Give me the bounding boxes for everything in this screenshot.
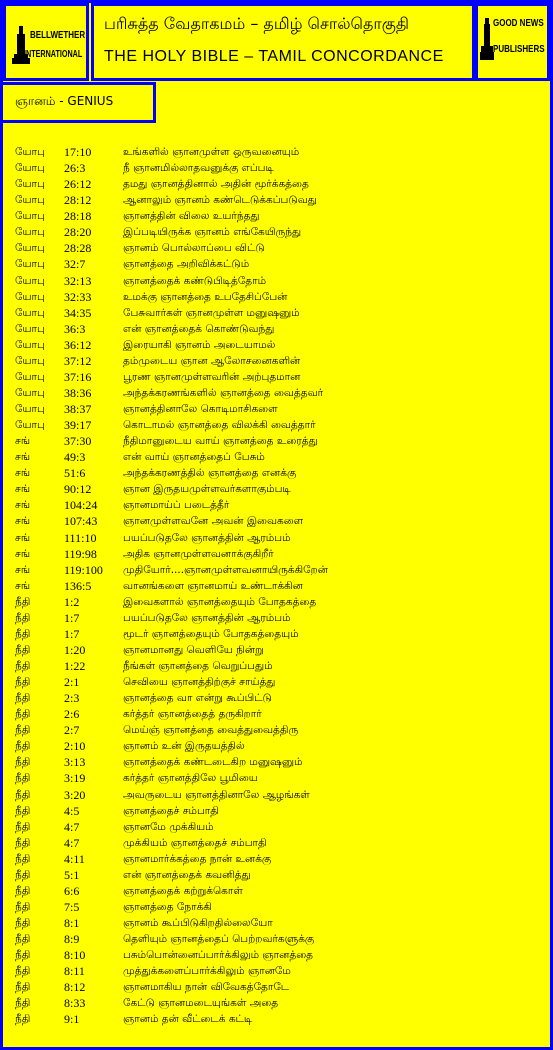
verse-text: பூரண ஞானமுள்ளவரின் அற்புதமான bbox=[123, 370, 301, 383]
logo-text-line1: BELLWETHER bbox=[30, 30, 86, 41]
concordance-entry bbox=[15, 915, 545, 931]
verse-text: ஞானம் தன் வீட்டைக் கட்டி bbox=[123, 1013, 253, 1026]
concordance-entry bbox=[15, 947, 545, 963]
verse-reference: 32:7 bbox=[64, 257, 86, 272]
verse-reference: 136:5 bbox=[64, 578, 92, 593]
book-name: யோபு bbox=[15, 274, 45, 287]
verse-text: முக்கியம் ஞானத்தைச் சம்பாதி bbox=[123, 836, 267, 849]
book-name: யோபு bbox=[15, 338, 45, 351]
verse-reference: 90:12 bbox=[64, 482, 92, 497]
book-name: யோபு bbox=[15, 403, 45, 415]
book-name: சங் bbox=[15, 435, 31, 448]
concordance-entry bbox=[15, 883, 545, 899]
verse-reference: 28:18 bbox=[64, 209, 92, 224]
book-name: நீதி bbox=[15, 627, 31, 640]
verse-reference: 8:9 bbox=[64, 932, 80, 947]
book-name: சங் bbox=[15, 547, 31, 560]
verse-reference: 2:3 bbox=[64, 691, 80, 706]
verse-text: ஞானத்தைக் கண்டடைகிற மனுஷனும் bbox=[123, 756, 303, 769]
verse-reference: 119:98 bbox=[64, 546, 97, 561]
verse-reference: 1:20 bbox=[64, 642, 86, 657]
concordance-entry bbox=[15, 337, 545, 353]
concordance-entry bbox=[15, 433, 545, 449]
verse-reference: 2:6 bbox=[64, 707, 80, 722]
verse-reference: 28:28 bbox=[64, 241, 92, 256]
concordance-entry bbox=[15, 385, 545, 401]
verse-text: ஞானத்தினாலே கொடிமாசிகளை bbox=[123, 403, 278, 415]
verse-reference: 26:3 bbox=[64, 161, 86, 176]
good-news-logo bbox=[475, 3, 550, 81]
concordance-entry bbox=[15, 481, 545, 497]
concordance-entry bbox=[15, 819, 545, 835]
verse-text: ஞானத்தைக் கற்றுக்கொள் bbox=[123, 884, 243, 897]
logo-text-line2: PUBLISHERS bbox=[493, 44, 545, 55]
concordance-entry bbox=[15, 160, 545, 176]
book-name: யோபு bbox=[15, 162, 45, 175]
verse-text: ஞானத்தின் விலை உயர்ந்தது bbox=[123, 210, 260, 223]
verse-text: நீங்கள் ஞானத்தை வெறுப்பதும் bbox=[123, 660, 273, 672]
verse-text: ஞானத்தை வா என்று கூப்பிட்டு bbox=[123, 692, 272, 705]
concordance-entry bbox=[15, 867, 545, 883]
verse-text: அதிக ஞானமுள்ளவனாக்குகிறீர் bbox=[123, 547, 274, 560]
book-name: சங் bbox=[15, 483, 31, 496]
verse-text: ஆனாலும் ஞானம் கண்டெடுக்கப்படுவது bbox=[123, 194, 317, 207]
verse-text: பேசுவார்கள் ஞானமுள்ள மனுஷனும் bbox=[123, 306, 300, 319]
book-name: யோபு bbox=[15, 354, 45, 367]
verse-reference: 7:5 bbox=[64, 899, 80, 914]
concordance-entry bbox=[15, 449, 545, 465]
verse-reference: 4:5 bbox=[64, 803, 80, 818]
book-name: சங் bbox=[15, 579, 31, 592]
concordance-entry bbox=[15, 594, 545, 610]
verse-reference: 5:1 bbox=[64, 867, 80, 882]
verse-reference: 119:100 bbox=[64, 562, 103, 577]
verse-reference: 1:22 bbox=[64, 659, 86, 673]
book-name: யோபு bbox=[15, 370, 45, 383]
book-name: யோபு bbox=[15, 242, 45, 255]
concordance-entry bbox=[15, 851, 545, 867]
verse-text: ஞானத்தை நோக்கி bbox=[123, 900, 212, 913]
bellwether-logo bbox=[3, 3, 89, 81]
book-name: சங் bbox=[15, 467, 31, 480]
verse-reference: 107:43 bbox=[64, 514, 98, 529]
verse-reference: 8:33 bbox=[64, 996, 86, 1011]
verse-reference: 39:17 bbox=[64, 418, 92, 433]
verse-text: வானங்களை ஞானமாய் உண்டாக்கின bbox=[123, 579, 303, 592]
concordance-entry bbox=[15, 690, 545, 706]
verse-text: கேட்டு ஞானமடையுங்கள் அதை bbox=[123, 997, 279, 1010]
verse-text: அந்தக்கரணங்களில் ஞானத்தை வைத்தவர் bbox=[123, 386, 324, 399]
verse-reference: 8:10 bbox=[64, 948, 86, 963]
logo-text-line1: GOOD NEWS bbox=[493, 18, 544, 29]
book-name: நீதி bbox=[15, 852, 31, 865]
concordance-entry bbox=[15, 626, 545, 642]
verse-reference: 4:7 bbox=[64, 819, 80, 834]
verse-reference: 2:1 bbox=[64, 675, 80, 690]
book-name: நீதி bbox=[15, 949, 31, 962]
concordance-entry bbox=[15, 176, 545, 192]
verse-text: ஞானத்தைச் சம்பாதி bbox=[123, 804, 219, 817]
book-name: யோபு bbox=[15, 322, 45, 335]
book-name: நீதி bbox=[15, 997, 31, 1010]
verse-text: நீ ஞானமில்லாதவனுக்கு எப்படி bbox=[123, 162, 274, 175]
verse-text: இப்படியிருக்க ஞானம் எங்கேயிருந்து bbox=[123, 226, 302, 239]
logo-text-line2: INTERNATIONAL bbox=[24, 49, 83, 60]
verse-reference: 28:12 bbox=[64, 193, 92, 208]
book-name: நீதி bbox=[15, 772, 31, 785]
book-name: நீதி bbox=[15, 804, 31, 817]
verse-reference: 4:11 bbox=[64, 851, 85, 866]
book-name: யோபு bbox=[15, 146, 45, 158]
book-name: யோபு bbox=[15, 194, 45, 207]
verse-text: முத்துக்களைப்பார்க்கிலும் ஞானமே bbox=[123, 965, 291, 978]
concordance-entry bbox=[15, 224, 545, 240]
verse-text: செவியை ஞானத்திற்குச் சாய்த்து bbox=[123, 676, 276, 689]
book-name: யோபு bbox=[15, 226, 45, 239]
verse-text: தெளியும் ஞானத்தைப் பெற்றவர்களுக்கு bbox=[123, 933, 315, 946]
verse-reference: 8:1 bbox=[64, 916, 80, 930]
book-name: யோபு bbox=[15, 419, 45, 432]
book-name: நீதி bbox=[15, 676, 31, 689]
verse-text: ஞான இருதயமுள்ளவர்களாகும்படி bbox=[123, 483, 291, 496]
book-name: யோபு bbox=[15, 178, 45, 191]
verse-text: ஞானம் உன் இருதயத்தில் bbox=[123, 740, 245, 753]
book-name: யோபு bbox=[15, 306, 45, 319]
concordance-entry bbox=[15, 738, 545, 754]
verse-text: ஞானத்தைக் கண்டுபிடித்தோம் bbox=[123, 274, 267, 287]
book-name: நீதி bbox=[15, 933, 31, 946]
verse-reference: 1:2 bbox=[64, 594, 80, 609]
verse-reference: 37:30 bbox=[64, 434, 92, 449]
book-name: நீதி bbox=[15, 643, 31, 656]
verse-text: உங்களில் ஞானமுள்ள ஒருவனையும் bbox=[123, 146, 300, 158]
book-name: நீதி bbox=[15, 756, 31, 769]
verse-reference: 2:7 bbox=[64, 723, 80, 738]
book-name: நீதி bbox=[15, 740, 31, 753]
concordance-entry bbox=[15, 706, 545, 722]
lamp-icon bbox=[12, 26, 30, 66]
book-name: நீதி bbox=[15, 900, 31, 913]
book-name: நீதி bbox=[15, 836, 31, 849]
verse-reference: 3:13 bbox=[64, 755, 86, 770]
book-name: யோபு bbox=[15, 290, 45, 303]
verse-text: நீதிமானுடைய வாய் ஞானத்தை உரைத்து bbox=[123, 435, 318, 448]
verse-reference: 8:11 bbox=[64, 964, 85, 979]
verse-reference: 37:12 bbox=[64, 353, 92, 368]
verse-text: ஞானமுள்ளவனே அவன் இவைகளை bbox=[123, 515, 304, 528]
verse-text: ஞானம் பொல்லாப்பை விட்டு bbox=[123, 242, 265, 255]
book-name: யோபு bbox=[15, 258, 45, 271]
verse-reference: 38:36 bbox=[64, 385, 92, 400]
verse-reference: 3:20 bbox=[64, 787, 86, 802]
title-box bbox=[91, 3, 475, 81]
page-title-tamil: பரிசுத்த வேதாகமம் – தமிழ் சொல்தொகுதி bbox=[104, 14, 409, 33]
concordance-entry bbox=[15, 546, 545, 562]
book-name: சங் bbox=[15, 451, 31, 464]
page-title-english: THE HOLY BIBLE – TAMIL CONCORDANCE bbox=[104, 48, 444, 65]
concordance-entry bbox=[15, 369, 545, 385]
verse-reference: 38:37 bbox=[64, 402, 92, 416]
concordance-entry bbox=[15, 658, 545, 674]
verse-reference: 36:12 bbox=[64, 337, 92, 352]
concordance-entry bbox=[15, 321, 545, 337]
verse-reference: 36:3 bbox=[64, 321, 86, 336]
topic-box bbox=[3, 82, 156, 123]
concordance-entry bbox=[15, 963, 545, 979]
concordance-entry bbox=[15, 497, 545, 513]
concordance-entry bbox=[15, 273, 545, 289]
concordance-entry bbox=[15, 674, 545, 690]
verse-text: இவைகளால் ஞானத்தையும் போதகத்தை bbox=[123, 595, 317, 608]
verse-text: அந்தக்கரணத்தில் ஞானத்தை எனக்கு bbox=[123, 467, 297, 480]
concordance-entry bbox=[15, 353, 545, 369]
verse-text: ஞானத்தை அறிவிக்கட்டும் bbox=[123, 258, 250, 271]
concordance-entry bbox=[15, 803, 545, 819]
verse-reference: 51:6 bbox=[64, 466, 86, 481]
book-name: யோபு bbox=[15, 386, 45, 399]
concordance-entry bbox=[15, 208, 545, 224]
verse-reference: 32:33 bbox=[64, 289, 92, 304]
verse-text: அவருடைய ஞானத்தினாலே ஆழங்கள் bbox=[123, 788, 310, 801]
concordance-entry bbox=[15, 401, 545, 417]
verse-text: மெய்ஞ் ஞானத்தை வைத்துவைத்திரு bbox=[123, 724, 299, 737]
verse-reference: 9:1 bbox=[64, 1012, 80, 1027]
concordance-entry bbox=[15, 931, 545, 947]
verse-reference: 49:3 bbox=[64, 450, 86, 465]
book-name: நீதி bbox=[15, 884, 31, 897]
book-name: நீதி bbox=[15, 611, 31, 624]
verse-reference: 32:13 bbox=[64, 273, 92, 288]
verse-reference: 1:7 bbox=[64, 610, 80, 625]
verse-text: இரையாகி ஞானம் அடையாமல் bbox=[123, 338, 276, 351]
verse-reference: 28:20 bbox=[64, 225, 92, 240]
verse-reference: 111:10 bbox=[64, 530, 97, 545]
concordance-entry bbox=[15, 899, 545, 915]
book-name: நீதி bbox=[15, 595, 31, 608]
concordance-entry bbox=[15, 578, 545, 594]
verse-text: கர்த்தர் ஞானத்திலே பூமியை bbox=[123, 772, 258, 785]
concordance-entry bbox=[15, 192, 545, 208]
book-name: யோபு bbox=[15, 210, 45, 223]
concordance-entry bbox=[15, 513, 545, 529]
verse-text: மூடர் ஞானத்தையும் போதகத்தையும் bbox=[123, 627, 299, 640]
verse-text: ஞானமாய்ப் படைத்தீர் bbox=[123, 499, 230, 512]
verse-text: பயப்படுதலே ஞானத்தின் ஆரம்பம் bbox=[123, 531, 291, 544]
concordance-entry bbox=[15, 770, 545, 786]
verse-text: ஞானம் கூப்பிடுகிறதில்லையோ bbox=[123, 917, 273, 929]
book-name: நீதி bbox=[15, 1013, 31, 1026]
concordance-entry bbox=[15, 642, 545, 658]
book-name: நீதி bbox=[15, 981, 31, 994]
concordance-entry bbox=[15, 835, 545, 851]
concordance-list bbox=[15, 144, 545, 1027]
verse-text: ஞானமானது வெளியே நின்று bbox=[123, 643, 264, 656]
concordance-entry bbox=[15, 787, 545, 803]
book-name: நீதி bbox=[15, 917, 31, 929]
book-name: நீதி bbox=[15, 868, 31, 881]
concordance-entry bbox=[15, 530, 545, 546]
lamp-icon bbox=[480, 18, 494, 62]
concordance-entry bbox=[15, 562, 545, 578]
book-name: நீதி bbox=[15, 820, 31, 833]
verse-text: என் ஞானத்தைக் கொண்டுவந்து bbox=[123, 322, 275, 335]
topic-title: ஞானம் - GENIUS bbox=[15, 94, 114, 108]
verse-text: ஞானமார்க்கத்தை நான் உனக்கு bbox=[123, 852, 272, 865]
page-header bbox=[3, 3, 550, 81]
concordance-entry bbox=[15, 754, 545, 770]
book-name: நீதி bbox=[15, 692, 31, 705]
verse-reference: 1:7 bbox=[64, 626, 80, 641]
concordance-entry bbox=[15, 995, 545, 1011]
concordance-entry bbox=[15, 417, 545, 433]
book-name: நீதி bbox=[15, 724, 31, 737]
verse-text: என் வாய் ஞானத்தைப் பேசும் bbox=[123, 451, 265, 464]
concordance-entry bbox=[15, 722, 545, 738]
verse-text: பயப்படுதலே ஞானத்தின் ஆரம்பம் bbox=[123, 611, 291, 624]
verse-text: தம்முடைய ஞான ஆலோசனைகளின் bbox=[123, 354, 301, 367]
book-name: சங் bbox=[15, 499, 31, 512]
concordance-entry bbox=[15, 144, 545, 160]
verse-reference: 26:12 bbox=[64, 177, 92, 192]
concordance-entry bbox=[15, 610, 545, 626]
concordance-entry bbox=[15, 289, 545, 305]
concordance-entry bbox=[15, 465, 545, 481]
verse-text: பசும்பொன்னைப்பார்க்கிலும் ஞானத்தை bbox=[123, 949, 313, 962]
verse-text: முதியோர்....ஞானமுள்ளவனாயிருக்கிறேன் bbox=[123, 563, 328, 576]
concordance-entry bbox=[15, 256, 545, 272]
verse-reference: 2:10 bbox=[64, 739, 86, 754]
verse-text: கொடாமல் ஞானத்தை விலக்கி வைத்தார் bbox=[123, 419, 316, 432]
verse-reference: 17:10 bbox=[64, 145, 92, 159]
concordance-entry bbox=[15, 240, 545, 256]
book-name: சங் bbox=[15, 531, 31, 544]
verse-reference: 37:16 bbox=[64, 369, 92, 384]
verse-text: என் ஞானத்தைக் கவனித்து bbox=[123, 868, 251, 881]
verse-text: தமது ஞானத்தினால் அதின் மூர்க்கத்தை bbox=[123, 178, 309, 191]
concordance-entry bbox=[15, 1011, 545, 1027]
verse-reference: 34:35 bbox=[64, 305, 92, 320]
book-name: நீதி bbox=[15, 965, 31, 978]
book-name: சங் bbox=[15, 563, 31, 576]
concordance-entry bbox=[15, 979, 545, 995]
verse-text: உமக்கு ஞானத்தை உபதேசிப்பேன் bbox=[123, 290, 288, 303]
verse-text: ஞானமே முக்கியம் bbox=[123, 820, 214, 833]
verse-reference: 104:24 bbox=[64, 498, 98, 513]
book-name: நீதி bbox=[15, 660, 31, 672]
book-name: நீதி bbox=[15, 788, 31, 801]
verse-reference: 8:12 bbox=[64, 980, 86, 995]
verse-reference: 3:19 bbox=[64, 771, 86, 786]
book-name: சங் bbox=[15, 515, 31, 528]
verse-reference: 6:6 bbox=[64, 883, 80, 898]
verse-text: கர்த்தர் ஞானத்தைத் தருகிறார் bbox=[123, 708, 262, 721]
concordance-entry bbox=[15, 305, 545, 321]
book-name: நீதி bbox=[15, 708, 31, 721]
verse-reference: 4:7 bbox=[64, 835, 80, 850]
verse-text: ஞானமாகிய நான் விவேகத்தோடே bbox=[123, 981, 290, 994]
